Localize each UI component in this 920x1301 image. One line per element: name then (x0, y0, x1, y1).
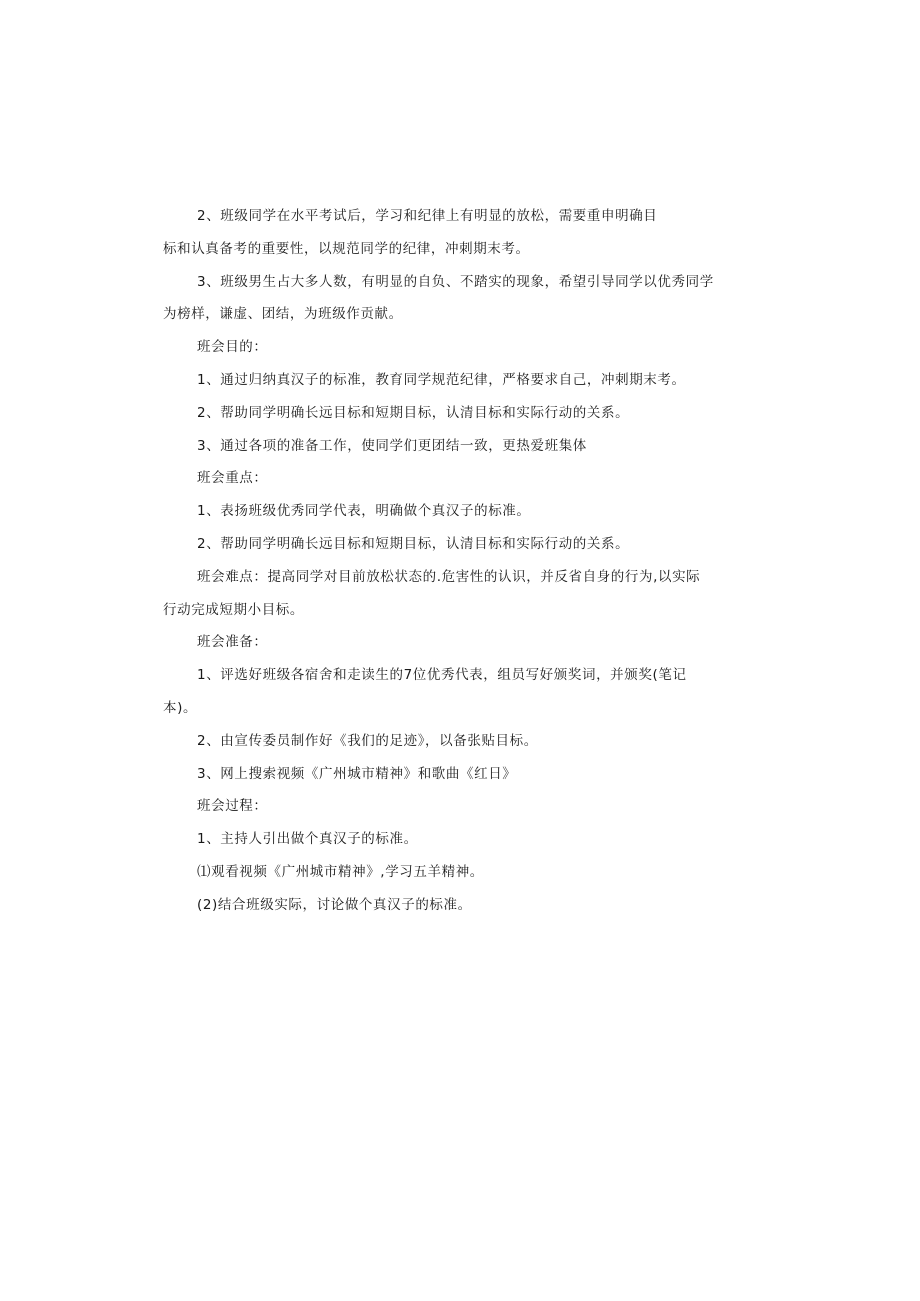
text-line: 1、主持人引出做个真汉子的标准。 (197, 831, 418, 848)
paragraph-preparation-1 (163, 659, 763, 725)
text-line: 3、班级男生占大多人数，有明显的自负、不踏实的现象，希望引导同学以优秀同学 (197, 273, 714, 290)
paragraph-purpose-1 (163, 364, 763, 397)
paragraph-purpose-3 (163, 430, 763, 463)
text-line: 班会难点：提高同学对目前放松状态的.危害性的认识，并反省自身的行为,以实际 (197, 568, 701, 585)
text-line: 班会准备： (197, 634, 268, 651)
paragraph-preparation-3 (163, 758, 763, 791)
paragraph-preparation-2 (163, 725, 763, 758)
text-line: 班会目的： (197, 339, 268, 356)
text-line: ⑴观看视频《广州城市精神》,学习五羊精神。 (197, 863, 484, 880)
paragraph-process-1-b (163, 889, 763, 922)
text-line: 1、表扬班级优秀同学代表，明确做个真汉子的标准。 (197, 503, 531, 520)
text-line: 本)。 (163, 699, 198, 716)
paragraph-process-1 (163, 823, 763, 856)
text-line: 班会重点： (197, 470, 268, 487)
section-heading-preparation (163, 626, 763, 659)
text-line: 2、帮助同学明确长远目标和短期目标，认清目标和实际行动的关系。 (197, 404, 630, 421)
paragraph-difficulty (163, 561, 763, 627)
document-body (163, 200, 763, 922)
text-line: 为榜样，谦虚、团结，为班级作贡献。 (163, 306, 403, 323)
text-line: 1、通过归纳真汉子的标准，教育同学规范纪律，严格要求自己，冲刺期末考。 (197, 371, 686, 388)
text-line: 行动完成短期小目标。 (163, 601, 304, 618)
text-line: 班会过程： (197, 798, 268, 815)
paragraph-background-2 (163, 200, 763, 266)
text-line: 2、由宣传委员制作好《我们的足迹》，以备张贴目标。 (197, 732, 538, 749)
section-heading-purpose (163, 331, 763, 364)
text-line: 2、班级同学在水平考试后，学习和纪律上有明显的放松，需要重申明确目 (197, 208, 658, 224)
text-line: 3、网上搜索视频《广州城市精神》和歌曲《红日》 (197, 765, 517, 782)
section-heading-process (163, 790, 763, 823)
text-line: 1、评选好班级各宿舍和走读生的7位优秀代表，组员写好颁奖词，并颁奖(笔记 (197, 667, 687, 684)
paragraph-purpose-2 (163, 397, 763, 430)
paragraph-background-3 (163, 266, 763, 332)
text-line: (2)结合班级实际，讨论做个真汉子的标准。 (197, 896, 472, 913)
paragraph-process-1-a (163, 856, 763, 889)
section-heading-focus (163, 462, 763, 495)
text-line: 标和认真备考的重要性，以规范同学的纪律，冲刺期末考。 (163, 240, 530, 257)
text-line: 2、帮助同学明确长远目标和短期目标，认清目标和实际行动的关系。 (197, 535, 630, 552)
paragraph-focus-1 (163, 495, 763, 528)
paragraph-focus-2 (163, 528, 763, 561)
text-line: 3、通过各项的准备工作，使同学们更团结一致，更热爱班集体 (197, 437, 587, 454)
